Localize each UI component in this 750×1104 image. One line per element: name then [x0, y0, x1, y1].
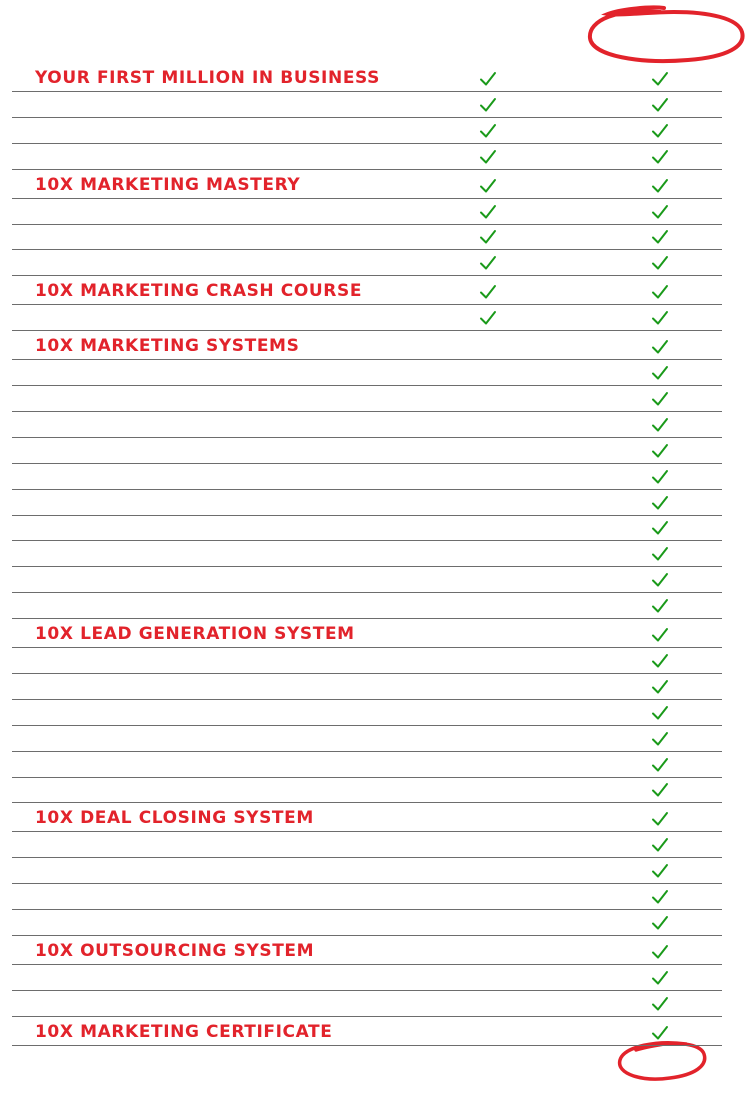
- table-row: [12, 910, 722, 936]
- table-row: [12, 144, 722, 170]
- check-icon: [651, 495, 669, 511]
- check-icon: [651, 811, 669, 827]
- check-icon: [479, 310, 497, 326]
- check-icon: [651, 679, 669, 695]
- table-row: [12, 991, 722, 1017]
- section-row: [12, 1017, 722, 1046]
- check-icon: [651, 653, 669, 669]
- check-icon: [651, 71, 669, 87]
- check-icon: [651, 1025, 669, 1041]
- table-row: [12, 593, 722, 619]
- check-icon: [651, 731, 669, 747]
- section-title: 10X DEAL CLOSING SYSTEM: [35, 808, 314, 829]
- check-icon: [651, 229, 669, 245]
- check-icon: [479, 97, 497, 113]
- check-icon: [651, 97, 669, 113]
- section-title: 10X LEAD GENERATION SYSTEM: [35, 624, 355, 645]
- table-row: [12, 832, 722, 858]
- table-row: [12, 516, 722, 542]
- check-icon: [651, 123, 669, 139]
- section-row: [12, 63, 722, 92]
- table-row: [12, 726, 722, 752]
- table-row: [12, 541, 722, 567]
- check-icon: [651, 520, 669, 536]
- check-icon: [479, 178, 497, 194]
- check-icon: [479, 149, 497, 165]
- check-icon: [651, 572, 669, 588]
- table-row: [12, 360, 722, 386]
- section-title: 10X MARKETING MASTERY: [35, 174, 301, 195]
- check-icon: [651, 889, 669, 905]
- check-icon: [651, 417, 669, 433]
- table-row: [12, 118, 722, 144]
- check-icon: [651, 782, 669, 798]
- check-icon: [479, 229, 497, 245]
- section-row: [12, 170, 722, 199]
- section-row: [12, 619, 722, 648]
- table-row: [12, 648, 722, 674]
- check-icon: [651, 757, 669, 773]
- check-icon: [651, 365, 669, 381]
- table-row: [12, 778, 722, 804]
- check-icon: [651, 915, 669, 931]
- table-row: [12, 858, 722, 884]
- table-row: [12, 567, 722, 593]
- section-row: [12, 936, 722, 965]
- section-title: 10X OUTSOURCING SYSTEM: [35, 941, 315, 962]
- section-row: [12, 276, 722, 305]
- section-title: 10X MARKETING CERTIFICATE: [35, 1021, 333, 1042]
- table-row: [12, 464, 722, 490]
- table-row: [12, 225, 722, 251]
- check-icon: [651, 944, 669, 960]
- check-icon: [651, 970, 669, 986]
- check-icon: [651, 546, 669, 562]
- table-row: [12, 752, 722, 778]
- check-icon: [651, 255, 669, 271]
- table-row: [12, 199, 722, 225]
- section-title: 10X MARKETING CRASH COURSE: [35, 281, 363, 302]
- check-icon: [651, 598, 669, 614]
- section-row: [12, 331, 722, 360]
- check-icon: [651, 391, 669, 407]
- check-icon: [479, 284, 497, 300]
- table-row: [12, 490, 722, 516]
- check-icon: [479, 71, 497, 87]
- check-icon: [651, 149, 669, 165]
- section-title: YOUR FIRST MILLION IN BUSINESS: [35, 68, 380, 88]
- section-row: [12, 803, 722, 832]
- check-icon: [651, 339, 669, 355]
- table-row: [12, 250, 722, 276]
- hand-drawn-circle-top: [578, 2, 750, 70]
- check-icon: [479, 123, 497, 139]
- check-icon: [651, 705, 669, 721]
- table-row: [12, 884, 722, 910]
- table-row: [12, 700, 722, 726]
- table-row: [12, 438, 722, 464]
- check-icon: [651, 178, 669, 194]
- table-row: [12, 674, 722, 700]
- check-icon: [651, 284, 669, 300]
- check-icon: [479, 255, 497, 271]
- check-icon: [651, 310, 669, 326]
- table-row: [12, 965, 722, 991]
- table-row: [12, 92, 722, 118]
- table-row: [12, 412, 722, 438]
- check-icon: [651, 627, 669, 643]
- table-row: [12, 305, 722, 331]
- check-icon: [651, 443, 669, 459]
- check-icon: [651, 204, 669, 220]
- check-icon: [651, 837, 669, 853]
- check-icon: [651, 996, 669, 1012]
- check-icon: [651, 863, 669, 879]
- check-icon: [479, 204, 497, 220]
- check-icon: [651, 469, 669, 485]
- section-title: 10X MARKETING SYSTEMS: [35, 336, 300, 357]
- table-row: [12, 386, 722, 412]
- course-checklist-table: [12, 63, 722, 1046]
